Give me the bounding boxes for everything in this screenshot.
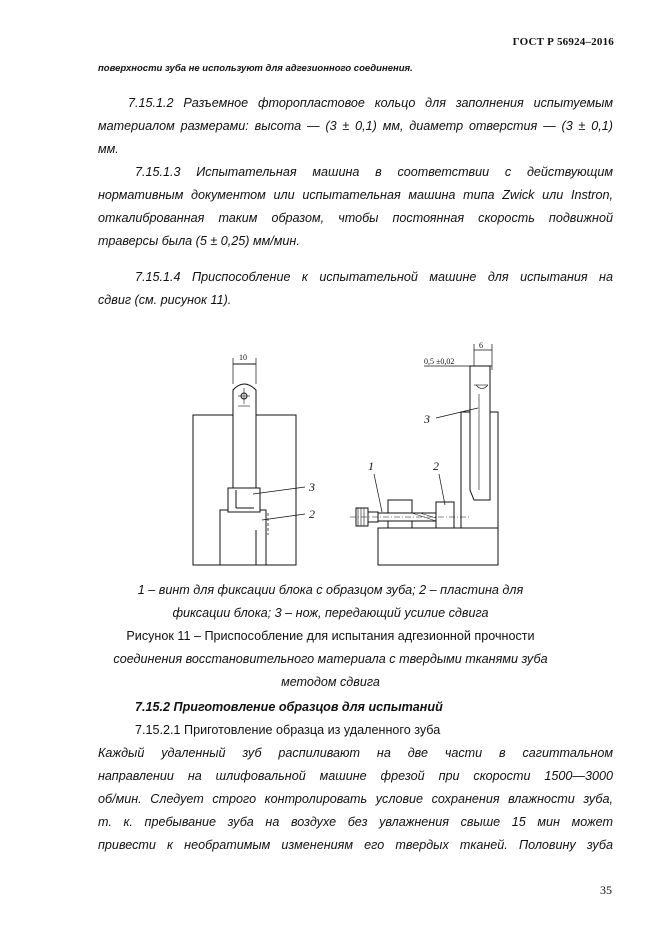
callout-2: 2 (433, 459, 439, 473)
section-heading: 7.15.2 Приготовление образцов для испытаний (135, 700, 443, 714)
clamp-plate (436, 502, 454, 528)
text-line: материалом размерами: высота — (3 ± 0,1) мм, диаметр отверстия — (3 ± 0,1) (98, 119, 613, 133)
figure-caption-line: соединения восстановительного материала с твердыми тканями зуба (113, 652, 548, 666)
text-line: т. к. пребывание зуба на воздухе без увлажнения свыше 15 мин может (98, 815, 613, 829)
figure-caption-line: методом сдвига (281, 675, 380, 689)
text-line: 7.15.1.2 Разъемное фторопластовое кольцо для заполнения испытуемым (128, 96, 613, 110)
callout-3: 3 (424, 412, 430, 426)
leader-line-1 (374, 474, 382, 512)
leader-line-3 (253, 487, 305, 494)
text-line: 7.15.1.3 Испытательная машина в соответствии с действующим (135, 165, 613, 179)
dimension-label: 10 (239, 353, 247, 362)
text-line: Каждый удаленный зуб распиливают на две части в сагиттальном (98, 746, 613, 760)
text-line: траверсы была (5 ± 0,25) мм/мин. (98, 234, 300, 248)
specimen-block (220, 510, 266, 565)
text-line: откалиброванная таким образом, чтобы постоянная скорость подвижной (98, 211, 613, 225)
base-block (378, 528, 498, 565)
text-line: направлении на шлифовальной машине фрезой при скорости 1500—3000 (98, 769, 613, 783)
text-line: привести к необратимым изменениям его твердых тканей. Половину зуба (98, 838, 613, 852)
callout-2: 2 (309, 507, 315, 521)
figure-caption-line: Рисунок 11 – Приспособление для испытания адгезионной прочности (126, 629, 535, 643)
page-number: 35 (600, 883, 612, 897)
figure-legend-line: 1 – винт для фиксации блока с образцом зуба; 2 – пластина для (137, 583, 524, 597)
document-standard-number: ГОСТ Р 56924–2016 (512, 36, 614, 48)
subsection-heading: 7.15.2.1 Приготовление образца из удаленного зуба (135, 723, 441, 737)
right-view (350, 344, 498, 565)
text-line: 7.15.1.4 Приспособление к испытательной машине для испытания на (135, 270, 613, 284)
figure-11-drawing (0, 330, 661, 580)
text-line: нормативным документом или испытательная машина типа Zwick или Instron, (98, 188, 613, 202)
paragraph-continuation: поверхности зуба не используют для адгезионного соединения. (98, 63, 413, 74)
callout-1: 1 (368, 459, 374, 473)
text-line: мм. (98, 142, 119, 156)
leader-line-2 (262, 514, 305, 520)
dimension-label: 6 (479, 341, 483, 350)
leader-line-2 (439, 474, 445, 505)
figure-legend-line: фиксации блока; 3 – нож, передающий усилие сдвига (172, 606, 489, 620)
text-line: сдвиг (см. рисунок 11). (98, 293, 232, 307)
text-line: об/мин. Следует строго контролировать условие сохранения влажности зуба, (98, 792, 613, 806)
left-view (193, 358, 305, 565)
callout-3: 3 (309, 480, 315, 494)
dimension-tolerance-label: 0,5 ±0,02 (424, 357, 455, 366)
